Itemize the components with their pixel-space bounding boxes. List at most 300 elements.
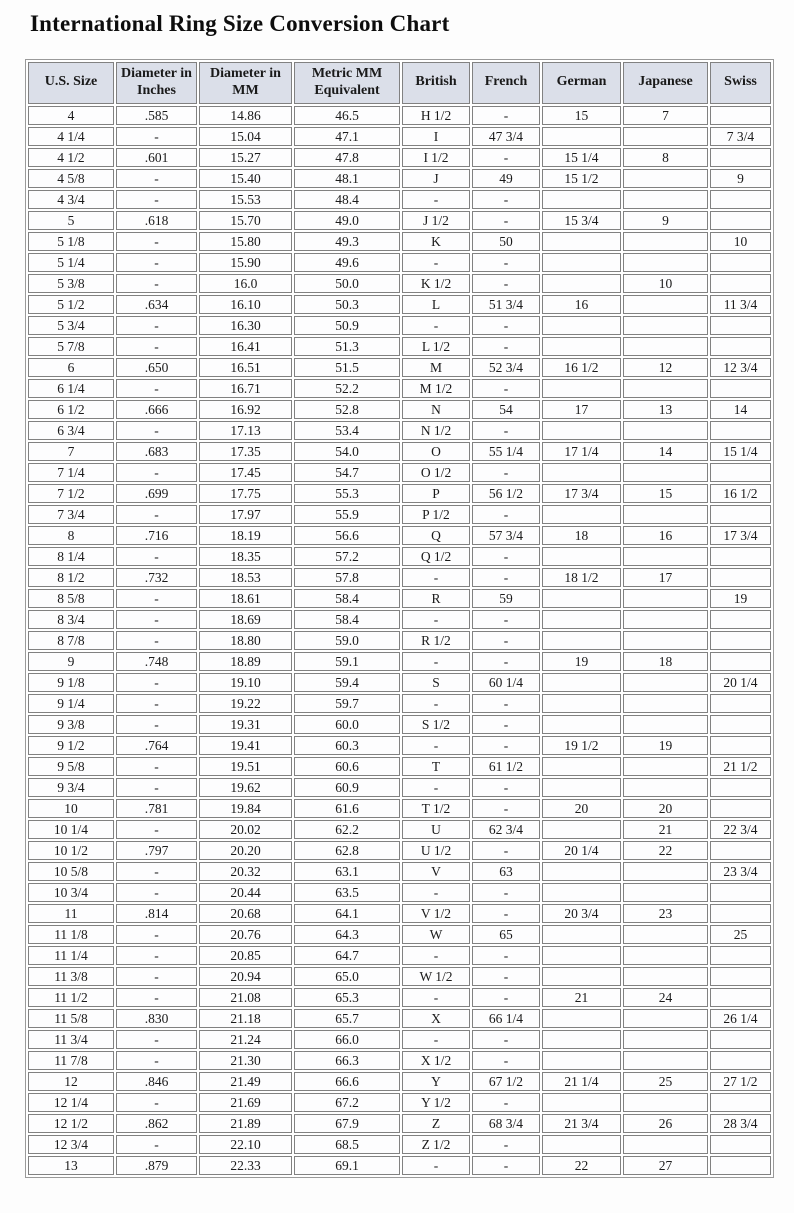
table-cell: 54.0 bbox=[294, 442, 400, 461]
table-cell: - bbox=[116, 337, 197, 356]
table-cell: 22 3/4 bbox=[710, 820, 771, 839]
table-cell: 15.70 bbox=[199, 211, 292, 230]
table-row bbox=[28, 1072, 771, 1091]
table-cell: O 1/2 bbox=[402, 463, 470, 482]
table-cell: 8 7/8 bbox=[28, 631, 114, 650]
table-cell: 62 3/4 bbox=[472, 820, 540, 839]
table-cell bbox=[623, 694, 708, 713]
table-row bbox=[28, 673, 771, 692]
table-cell bbox=[710, 274, 771, 293]
table-cell bbox=[710, 463, 771, 482]
table-cell: 21.69 bbox=[199, 1093, 292, 1112]
table-row bbox=[28, 589, 771, 608]
table-cell: 59.1 bbox=[294, 652, 400, 671]
table-cell bbox=[542, 589, 621, 608]
table-cell bbox=[542, 274, 621, 293]
table-cell: 9 1/4 bbox=[28, 694, 114, 713]
table-cell bbox=[623, 295, 708, 314]
table-row bbox=[28, 841, 771, 860]
table-cell bbox=[542, 883, 621, 902]
table-row bbox=[28, 757, 771, 776]
table-cell: - bbox=[472, 106, 540, 125]
table-cell: 19.10 bbox=[199, 673, 292, 692]
table-cell: N bbox=[402, 400, 470, 419]
table-cell: 15 3/4 bbox=[542, 211, 621, 230]
table-cell: 49.3 bbox=[294, 232, 400, 251]
table-cell bbox=[542, 1135, 621, 1154]
table-cell: 60 1/4 bbox=[472, 673, 540, 692]
table-cell bbox=[542, 421, 621, 440]
table-cell: 16 1/2 bbox=[710, 484, 771, 503]
table-cell: L 1/2 bbox=[402, 337, 470, 356]
table-cell: 4 1/2 bbox=[28, 148, 114, 167]
table-cell: 15.04 bbox=[199, 127, 292, 146]
table-cell: 22 bbox=[623, 841, 708, 860]
table-cell bbox=[710, 694, 771, 713]
table-cell bbox=[710, 904, 771, 923]
table-cell: - bbox=[472, 1156, 540, 1175]
table-row bbox=[28, 421, 771, 440]
table-cell bbox=[542, 946, 621, 965]
table-row bbox=[28, 316, 771, 335]
table-cell: 9 1/2 bbox=[28, 736, 114, 755]
table-cell: 48.1 bbox=[294, 169, 400, 188]
table-cell: 7 1/4 bbox=[28, 463, 114, 482]
table-cell: 51.3 bbox=[294, 337, 400, 356]
table-cell: - bbox=[116, 883, 197, 902]
table-cell: 16 bbox=[623, 526, 708, 545]
table-cell: - bbox=[472, 148, 540, 167]
table-cell: 12 1/2 bbox=[28, 1114, 114, 1133]
table-cell: 15.53 bbox=[199, 190, 292, 209]
table-cell: 17 3/4 bbox=[710, 526, 771, 545]
table-cell: Q bbox=[402, 526, 470, 545]
table-row bbox=[28, 967, 771, 986]
table-cell: 6 3/4 bbox=[28, 421, 114, 440]
table-row bbox=[28, 820, 771, 839]
table-cell: 17.97 bbox=[199, 505, 292, 524]
table-cell: 47.8 bbox=[294, 148, 400, 167]
table-cell: 16.51 bbox=[199, 358, 292, 377]
table-cell bbox=[542, 610, 621, 629]
table-cell bbox=[623, 1009, 708, 1028]
table-cell bbox=[623, 1135, 708, 1154]
table-cell: 66 1/4 bbox=[472, 1009, 540, 1028]
table-cell: 52 3/4 bbox=[472, 358, 540, 377]
table-cell: 57.2 bbox=[294, 547, 400, 566]
table-cell: 10 5/8 bbox=[28, 862, 114, 881]
table-cell: - bbox=[116, 190, 197, 209]
table-cell: 57 3/4 bbox=[472, 526, 540, 545]
table-cell: - bbox=[402, 253, 470, 272]
table-cell: 5 1/4 bbox=[28, 253, 114, 272]
table-cell: 11 5/8 bbox=[28, 1009, 114, 1028]
table-cell: 5 1/8 bbox=[28, 232, 114, 251]
table-cell: I bbox=[402, 127, 470, 146]
ring-size-conversion-table bbox=[25, 59, 774, 1178]
table-cell: 18.61 bbox=[199, 589, 292, 608]
table-cell bbox=[623, 967, 708, 986]
table-cell: 56 1/2 bbox=[472, 484, 540, 503]
table-cell: - bbox=[472, 190, 540, 209]
table-cell: 27 1/2 bbox=[710, 1072, 771, 1091]
table-row bbox=[28, 883, 771, 902]
table-cell: 18.89 bbox=[199, 652, 292, 671]
page-title: International Ring Size Conversion Chart bbox=[30, 11, 450, 36]
table-cell: 10 bbox=[28, 799, 114, 818]
table-cell: 24 bbox=[623, 988, 708, 1007]
table-cell: 66.0 bbox=[294, 1030, 400, 1049]
table-row bbox=[28, 547, 771, 566]
table-cell bbox=[623, 589, 708, 608]
table-cell bbox=[542, 232, 621, 251]
table-cell: 10 bbox=[623, 274, 708, 293]
table-body bbox=[28, 106, 771, 1175]
table-cell: .683 bbox=[116, 442, 197, 461]
table-cell: I 1/2 bbox=[402, 148, 470, 167]
table-cell: 8 3/4 bbox=[28, 610, 114, 629]
table-row bbox=[28, 232, 771, 251]
table-cell bbox=[542, 547, 621, 566]
table-cell bbox=[710, 568, 771, 587]
table-cell: - bbox=[116, 673, 197, 692]
table-cell bbox=[542, 925, 621, 944]
table-row bbox=[28, 295, 771, 314]
table-row bbox=[28, 736, 771, 755]
table-cell: 10 3/4 bbox=[28, 883, 114, 902]
table-cell: 69.1 bbox=[294, 1156, 400, 1175]
table-cell: 61.6 bbox=[294, 799, 400, 818]
table-cell: 60.9 bbox=[294, 778, 400, 797]
table-cell: 15 1/2 bbox=[542, 169, 621, 188]
table-cell: - bbox=[472, 316, 540, 335]
table-cell: - bbox=[472, 211, 540, 230]
table-cell: 51 3/4 bbox=[472, 295, 540, 314]
table-cell: 17.75 bbox=[199, 484, 292, 503]
table-cell: 57.8 bbox=[294, 568, 400, 587]
table-cell: 15.27 bbox=[199, 148, 292, 167]
table-cell: - bbox=[472, 1030, 540, 1049]
table-cell bbox=[623, 463, 708, 482]
table-cell: - bbox=[402, 652, 470, 671]
table-cell: 15.80 bbox=[199, 232, 292, 251]
table-cell: 17.35 bbox=[199, 442, 292, 461]
table-cell: O bbox=[402, 442, 470, 461]
table-cell: 50.3 bbox=[294, 295, 400, 314]
table-cell bbox=[710, 736, 771, 755]
table-cell: 8 1/4 bbox=[28, 547, 114, 566]
table-cell: - bbox=[402, 946, 470, 965]
table-cell bbox=[710, 106, 771, 125]
table-cell bbox=[710, 379, 771, 398]
table-cell: 18 1/2 bbox=[542, 568, 621, 587]
table-cell: 20 bbox=[623, 799, 708, 818]
table-cell: 6 1/2 bbox=[28, 400, 114, 419]
table-cell: - bbox=[116, 610, 197, 629]
table-row bbox=[28, 211, 771, 230]
table-cell: 50.9 bbox=[294, 316, 400, 335]
table-cell bbox=[710, 799, 771, 818]
table-cell: 12 bbox=[623, 358, 708, 377]
table-cell bbox=[710, 652, 771, 671]
table-cell: V bbox=[402, 862, 470, 881]
table-cell: 21 3/4 bbox=[542, 1114, 621, 1133]
table-row bbox=[28, 169, 771, 188]
table-cell: 15 1/4 bbox=[542, 148, 621, 167]
table-cell bbox=[710, 988, 771, 1007]
table-cell: .764 bbox=[116, 736, 197, 755]
table-cell: J bbox=[402, 169, 470, 188]
table-cell: 10 1/2 bbox=[28, 841, 114, 860]
table-cell: 19 1/2 bbox=[542, 736, 621, 755]
table-cell: U 1/2 bbox=[402, 841, 470, 860]
table-cell: 17.45 bbox=[199, 463, 292, 482]
table-cell: 56.6 bbox=[294, 526, 400, 545]
column-header-diameter-in-inches: Diameter in Inches bbox=[116, 62, 197, 104]
table-cell: - bbox=[116, 694, 197, 713]
table-cell: .666 bbox=[116, 400, 197, 419]
table-cell: - bbox=[472, 463, 540, 482]
table-cell: 8 1/2 bbox=[28, 568, 114, 587]
table-cell: M bbox=[402, 358, 470, 377]
table-cell: 17.13 bbox=[199, 421, 292, 440]
table-cell: 22.33 bbox=[199, 1156, 292, 1175]
table-cell: 7 bbox=[28, 442, 114, 461]
table-cell: 11 3/8 bbox=[28, 967, 114, 986]
table-cell: 68 3/4 bbox=[472, 1114, 540, 1133]
table-row bbox=[28, 442, 771, 461]
table-cell: 9 bbox=[623, 211, 708, 230]
table-cell: 17 1/4 bbox=[542, 442, 621, 461]
table-cell bbox=[542, 316, 621, 335]
table-cell: .814 bbox=[116, 904, 197, 923]
table-cell: 18.35 bbox=[199, 547, 292, 566]
table-cell: 10 bbox=[710, 232, 771, 251]
table-cell: - bbox=[402, 316, 470, 335]
table-cell: - bbox=[402, 190, 470, 209]
table-cell: - bbox=[472, 337, 540, 356]
table-cell: 49 bbox=[472, 169, 540, 188]
table-cell: 18.53 bbox=[199, 568, 292, 587]
table-cell: 19 bbox=[710, 589, 771, 608]
table-cell: - bbox=[402, 988, 470, 1007]
table-cell: 63.1 bbox=[294, 862, 400, 881]
table-row bbox=[28, 631, 771, 650]
table-cell: - bbox=[472, 274, 540, 293]
table-cell bbox=[710, 316, 771, 335]
table-cell: - bbox=[116, 862, 197, 881]
table-row bbox=[28, 694, 771, 713]
table-cell: - bbox=[116, 1051, 197, 1070]
table-cell: 21.30 bbox=[199, 1051, 292, 1070]
table-cell: 13 bbox=[623, 400, 708, 419]
table-cell: 21 bbox=[623, 820, 708, 839]
table-cell: L bbox=[402, 295, 470, 314]
table-cell: 16.30 bbox=[199, 316, 292, 335]
table-cell bbox=[710, 778, 771, 797]
table-cell: V 1/2 bbox=[402, 904, 470, 923]
table-cell: - bbox=[116, 169, 197, 188]
table-cell: 54.7 bbox=[294, 463, 400, 482]
table-cell: - bbox=[472, 421, 540, 440]
table-cell: - bbox=[472, 694, 540, 713]
table-cell: - bbox=[472, 253, 540, 272]
table-cell: - bbox=[402, 883, 470, 902]
table-cell bbox=[710, 1135, 771, 1154]
table-cell: - bbox=[472, 1093, 540, 1112]
table-cell: 12 1/4 bbox=[28, 1093, 114, 1112]
table-cell: 16 1/2 bbox=[542, 358, 621, 377]
table-cell: 20.85 bbox=[199, 946, 292, 965]
table-row bbox=[28, 1156, 771, 1175]
table-cell: - bbox=[116, 631, 197, 650]
table-cell: 9 bbox=[28, 652, 114, 671]
table-row bbox=[28, 379, 771, 398]
table-cell: - bbox=[116, 274, 197, 293]
table-cell: .716 bbox=[116, 526, 197, 545]
table-cell bbox=[710, 253, 771, 272]
table-cell: 14 bbox=[623, 442, 708, 461]
table-cell: 19.31 bbox=[199, 715, 292, 734]
table-cell bbox=[710, 190, 771, 209]
table-cell: 26 bbox=[623, 1114, 708, 1133]
table-cell: X bbox=[402, 1009, 470, 1028]
table-cell bbox=[623, 778, 708, 797]
table-cell: P 1/2 bbox=[402, 505, 470, 524]
table-cell: 11 3/4 bbox=[710, 295, 771, 314]
table-cell bbox=[623, 337, 708, 356]
table-cell: 60.6 bbox=[294, 757, 400, 776]
column-header-swiss: Swiss bbox=[710, 62, 771, 104]
table-cell bbox=[623, 232, 708, 251]
column-header-metric-mm-equivalent: Metric MM Equivalent bbox=[294, 62, 400, 104]
table-cell: 16.92 bbox=[199, 400, 292, 419]
table-cell: .699 bbox=[116, 484, 197, 503]
table-cell bbox=[623, 421, 708, 440]
table-cell: 14.86 bbox=[199, 106, 292, 125]
table-cell: 19.62 bbox=[199, 778, 292, 797]
table-cell: 66.3 bbox=[294, 1051, 400, 1070]
table-cell: 54 bbox=[472, 400, 540, 419]
table-cell: - bbox=[472, 778, 540, 797]
table-cell: - bbox=[472, 652, 540, 671]
table-cell: 25 bbox=[623, 1072, 708, 1091]
table-cell: 6 1/4 bbox=[28, 379, 114, 398]
table-cell bbox=[710, 715, 771, 734]
table-cell bbox=[710, 946, 771, 965]
table-cell: 23 3/4 bbox=[710, 862, 771, 881]
table-cell: 65.3 bbox=[294, 988, 400, 1007]
table-cell: - bbox=[116, 925, 197, 944]
table-cell bbox=[623, 127, 708, 146]
table-cell: - bbox=[472, 1135, 540, 1154]
table-cell: - bbox=[116, 379, 197, 398]
table-cell bbox=[710, 1093, 771, 1112]
table-cell: 4 bbox=[28, 106, 114, 125]
table-cell: 55 1/4 bbox=[472, 442, 540, 461]
table-row bbox=[28, 799, 771, 818]
table-cell: 5 bbox=[28, 211, 114, 230]
table-cell bbox=[542, 757, 621, 776]
table-cell: 9 3/4 bbox=[28, 778, 114, 797]
table-cell: - bbox=[472, 988, 540, 1007]
table-cell: 59.0 bbox=[294, 631, 400, 650]
table-row bbox=[28, 526, 771, 545]
table-cell: 20.02 bbox=[199, 820, 292, 839]
table-cell: 11 1/8 bbox=[28, 925, 114, 944]
table-cell bbox=[710, 841, 771, 860]
table-cell: 11 7/8 bbox=[28, 1051, 114, 1070]
table-cell: - bbox=[472, 610, 540, 629]
table-cell: 47 3/4 bbox=[472, 127, 540, 146]
table-row bbox=[28, 337, 771, 356]
table-cell: 7 3/4 bbox=[28, 505, 114, 524]
table-cell bbox=[623, 715, 708, 734]
table-cell bbox=[542, 820, 621, 839]
table-cell: 4 5/8 bbox=[28, 169, 114, 188]
table-cell: 19.22 bbox=[199, 694, 292, 713]
table-cell: 5 7/8 bbox=[28, 337, 114, 356]
table-cell: - bbox=[472, 736, 540, 755]
table-cell: 21.24 bbox=[199, 1030, 292, 1049]
table-row bbox=[28, 1051, 771, 1070]
table-cell bbox=[542, 379, 621, 398]
table-cell bbox=[623, 610, 708, 629]
table-cell: 48.4 bbox=[294, 190, 400, 209]
table-row bbox=[28, 148, 771, 167]
table-cell: 59.7 bbox=[294, 694, 400, 713]
table-cell: .830 bbox=[116, 1009, 197, 1028]
table-row bbox=[28, 652, 771, 671]
table-cell: J 1/2 bbox=[402, 211, 470, 230]
table-cell bbox=[542, 715, 621, 734]
table-cell: 16 bbox=[542, 295, 621, 314]
table-cell bbox=[623, 1093, 708, 1112]
table-row bbox=[28, 274, 771, 293]
table-cell bbox=[542, 862, 621, 881]
table-row bbox=[28, 904, 771, 923]
table-cell: - bbox=[116, 715, 197, 734]
table-row bbox=[28, 862, 771, 881]
table-cell bbox=[710, 148, 771, 167]
table-cell: 64.7 bbox=[294, 946, 400, 965]
table-cell: 18 bbox=[623, 652, 708, 671]
table-row bbox=[28, 505, 771, 524]
table-cell: 49.6 bbox=[294, 253, 400, 272]
table-cell bbox=[542, 1093, 621, 1112]
table-header bbox=[28, 62, 771, 104]
table-cell: 12 bbox=[28, 1072, 114, 1091]
table-cell: R bbox=[402, 589, 470, 608]
table-cell: - bbox=[116, 820, 197, 839]
table-cell: 18.80 bbox=[199, 631, 292, 650]
table-cell: 53.4 bbox=[294, 421, 400, 440]
table-cell: 9 5/8 bbox=[28, 757, 114, 776]
table-cell: 60.0 bbox=[294, 715, 400, 734]
table-cell: 19.51 bbox=[199, 757, 292, 776]
table-cell: .781 bbox=[116, 799, 197, 818]
table-cell: 47.1 bbox=[294, 127, 400, 146]
table-cell: 18 bbox=[542, 526, 621, 545]
table-cell: 59.4 bbox=[294, 673, 400, 692]
table-cell: - bbox=[116, 232, 197, 251]
table-cell: .879 bbox=[116, 1156, 197, 1175]
table-row bbox=[28, 946, 771, 965]
table-cell bbox=[710, 1030, 771, 1049]
table-cell bbox=[710, 967, 771, 986]
table-cell: 7 1/2 bbox=[28, 484, 114, 503]
table-cell: Y bbox=[402, 1072, 470, 1091]
